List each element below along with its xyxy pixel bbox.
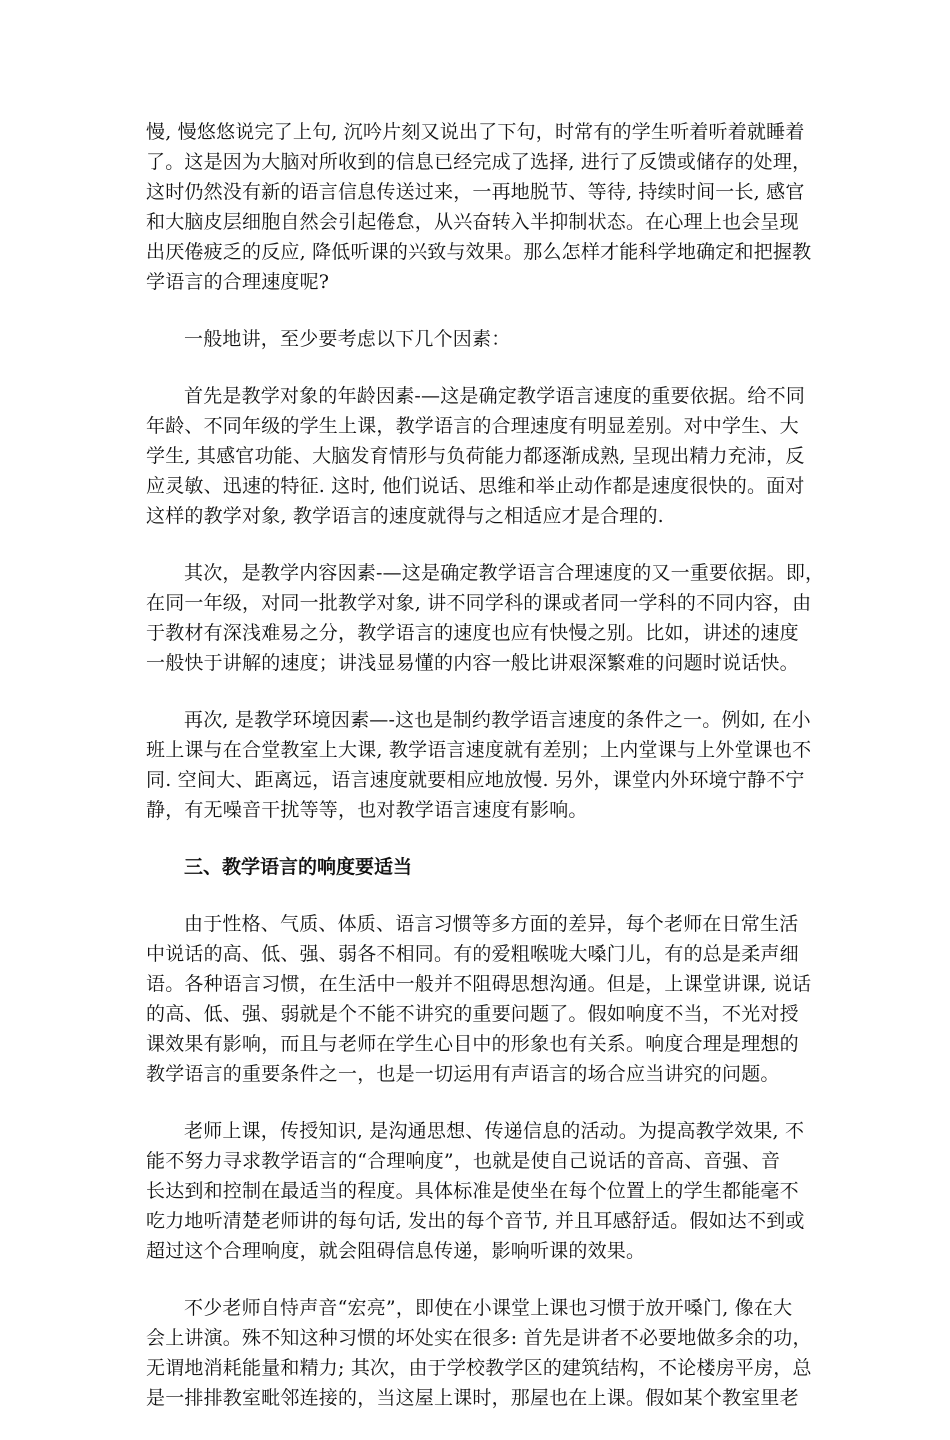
- section-heading: 三、教学语言的响度要适当: [184, 856, 413, 878]
- text-line: 不少老师自恃声音“宏亮”，即使在小课堂上课也习惯于放开嗓门, 像在大: [184, 1297, 793, 1319]
- text-line: 一般快于讲解的速度；讲浅显易懂的内容一般比讲艰深繁难的问题时说话快。: [146, 652, 799, 674]
- text-line: 教学语言的重要条件之一，也是一切运用有声语言的场合应当讲究的问题。: [146, 1063, 780, 1085]
- text-line: 静，有无噪音干扰等等，也对教学语言速度有影响。: [146, 799, 588, 821]
- text-line: 学语言的合理速度呢?: [146, 271, 330, 293]
- text-line: 这样的教学对象, 教学语言的速度就得与之相适应才是合理的.: [146, 505, 664, 527]
- text-line: 中说话的高、低、强、弱各不相同。有的爱粗喉咙大嗓门儿，有的总是柔声细: [146, 943, 799, 965]
- paragraph-2: [146, 324, 802, 354]
- text-line: 年龄、不同年级的学生上课，教学语言的合理速度有明显差别。对中学生、大: [146, 415, 799, 437]
- paragraph-5: [146, 705, 812, 825]
- text-line: 和大脑皮层细胞自然会引起倦怠，从兴奋转入半抑制状态。在心理上也会呈现: [146, 211, 799, 233]
- document-page: [146, 117, 825, 1440]
- text-line: 学生, 其感官功能、大脑发育情形与负荷能力都逐渐成熟, 呈现出精力充沛，反: [146, 445, 805, 467]
- text-line: 了。这是因为大脑对所收到的信息已经完成了选择, 进行了反馈或储存的处理，: [146, 151, 812, 173]
- text-line: 老师上课，传授知识, 是沟通思想、传递信息的活动。为提高教学效果, 不: [184, 1120, 805, 1142]
- paragraph-4: [146, 558, 825, 678]
- paragraph-1: [146, 117, 812, 297]
- paragraph-7: [146, 1116, 805, 1266]
- text-line: 会上讲演。殊不知这种习惯的坏处实在很多: 首先是讲者不必要地做多余的功，: [146, 1327, 812, 1349]
- text-line: 能不努力寻求教学语言的“合理响度”，也就是使自己说话的音高、音强、音: [146, 1150, 781, 1172]
- text-line: 出厌倦疲乏的反应, 降低听课的兴致与效果。那么怎样才能科学地确定和把握教: [146, 241, 812, 263]
- text-line: 再次, 是教学环境因素—-这也是制约教学语言速度的条件之一。例如, 在小: [184, 709, 811, 731]
- paragraph-8: [146, 1293, 812, 1413]
- text-line: 这时仍然没有新的语言信息传送过来，一再地脱节、等待, 持续时间一长, 感官: [146, 181, 805, 203]
- text-line: 于教材有深浅难易之分，教学语言的速度也应有快慢之别。比如，讲述的速度: [146, 622, 799, 644]
- text-line: 应灵敏、迅速的特征. 这时, 他们说话、思维和举止动作都是速度很快的。面对: [146, 475, 805, 497]
- text-line: 慢, 慢悠悠说完了上句, 沉吟片刻又说出了下句，时常有的学生听着听着就睡着: [146, 121, 805, 143]
- text-line: 是一排排教室毗邻连接的，当这屋上课时，那屋也在上课。假如某个教室里老: [146, 1387, 799, 1409]
- text-line: 班上课与在合堂教室上大课, 教学语言速度就有差别；上内堂课与上外堂课也不: [146, 739, 812, 761]
- text-line: 超过这个合理响度，就会阻碍信息传递，影响听课的效果。: [146, 1240, 646, 1262]
- text-line: 由于性格、气质、体质、语言习惯等多方面的差异，每个老师在日常生活: [184, 913, 799, 935]
- paragraph-6: [146, 909, 812, 1089]
- text-line: 语。各种语言习惯，在生活中一般并不阻碍思想沟通。但是，上课堂讲课, 说话: [146, 973, 812, 995]
- text-line: 在同一年级，对同一批教学对象, 讲不同学科的课或者同一学科的不同内容，由: [146, 592, 812, 614]
- text-line: 的高、低、强、弱就是个不能不讲究的重要问题了。假如响度不当，不光对授: [146, 1003, 799, 1025]
- paragraph-3: [146, 381, 806, 531]
- text-line: 首先是教学对象的年龄因素-—这是确定教学语言速度的重要依据。给不同: [184, 385, 806, 407]
- text-line: 吃力地听清楚老师讲的每句话, 发出的每个音节, 并且耳感舒适。假如达不到或: [146, 1210, 805, 1232]
- text-line: 无谓地消耗能量和精力; 其次，由于学校教学区的建筑结构，不论楼房平房，总: [146, 1357, 812, 1379]
- text-line: 一般地讲，至少要考虑以下几个因素：: [184, 328, 511, 350]
- text-line: 长达到和控制在最适当的程度。具体标准是使坐在每个位置上的学生都能毫不: [146, 1180, 799, 1202]
- text-line: 同. 空间大、距离远，语言速度就要相应地放慢. 另外，课堂内外环境宁静不宁: [146, 769, 805, 791]
- text-line: 其次，是教学内容因素-—这是确定教学语言合理速度的又一重要依据。即，: [184, 562, 825, 584]
- text-line: 课效果有影响，而且与老师在学生心目中的形象也有关系。响度合理是理想的: [146, 1033, 799, 1055]
